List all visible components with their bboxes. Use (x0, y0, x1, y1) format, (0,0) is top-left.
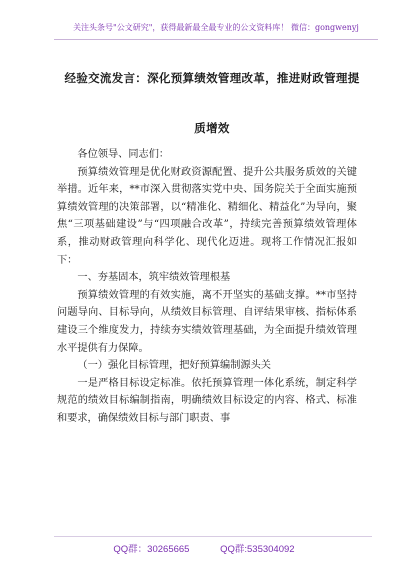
footer-qq-group-2: QQ群:535304092 (220, 544, 295, 555)
page-header-banner: 关注头条号"公文研究"，获得最新最全最专业的公文资料库！ 微信：gongwenyj (54, 22, 378, 40)
section-heading-1: 一、夯基固本，筑牢绩效管理根基 (77, 272, 231, 284)
paragraph-intro: 预算绩效管理是优化财政资源配置、提升公共服务质效的关键举措。近年来，**市深入贯彻落实党中央、国务院关于全面实施预算绩效管理的决策部署，以“精准化、精细化、精益化”为导向，聚焦“三项基础建设”与“四项融合改革”，持续完善预算绩效管理体系，推动财政管理向科学化、现代化迈进。现将工作情况汇报如下： (57, 166, 357, 266)
greeting: 各位领导、同志们： (77, 149, 170, 160)
paragraph-foundation: 预算绩效管理的有效实施，离不开坚实的基础支撑。**市坚持问题导向、目标导向，从绩效目标管理、自评结果审核、指标体系建设三个维度发力，持续夯实绩效管理基础，为全面提升绩效管理水平提供有力保障。 (57, 289, 357, 354)
page-footer (0, 541, 408, 555)
paragraph-target-standards: 一是严格目标设定标准。依托预算管理一体化系统，制定科学规范的绩效目标编制指南，明确绩效目标设定的内容、格式、标准和要求，确保绩效目标与部门职责、事 (57, 377, 357, 424)
subsection-heading-1: （一）强化目标管理，把好预算编制源头关 (77, 360, 271, 372)
document-title-line-2: 质增效 (194, 121, 230, 135)
document-title-line-1: 经验交流发言：深化预算绩效管理改革，推进财政管理提 (64, 71, 360, 85)
footer-divider (54, 536, 372, 537)
document-body (57, 146, 357, 428)
footer-qq-group-1: QQ群：30265665 (113, 544, 190, 555)
